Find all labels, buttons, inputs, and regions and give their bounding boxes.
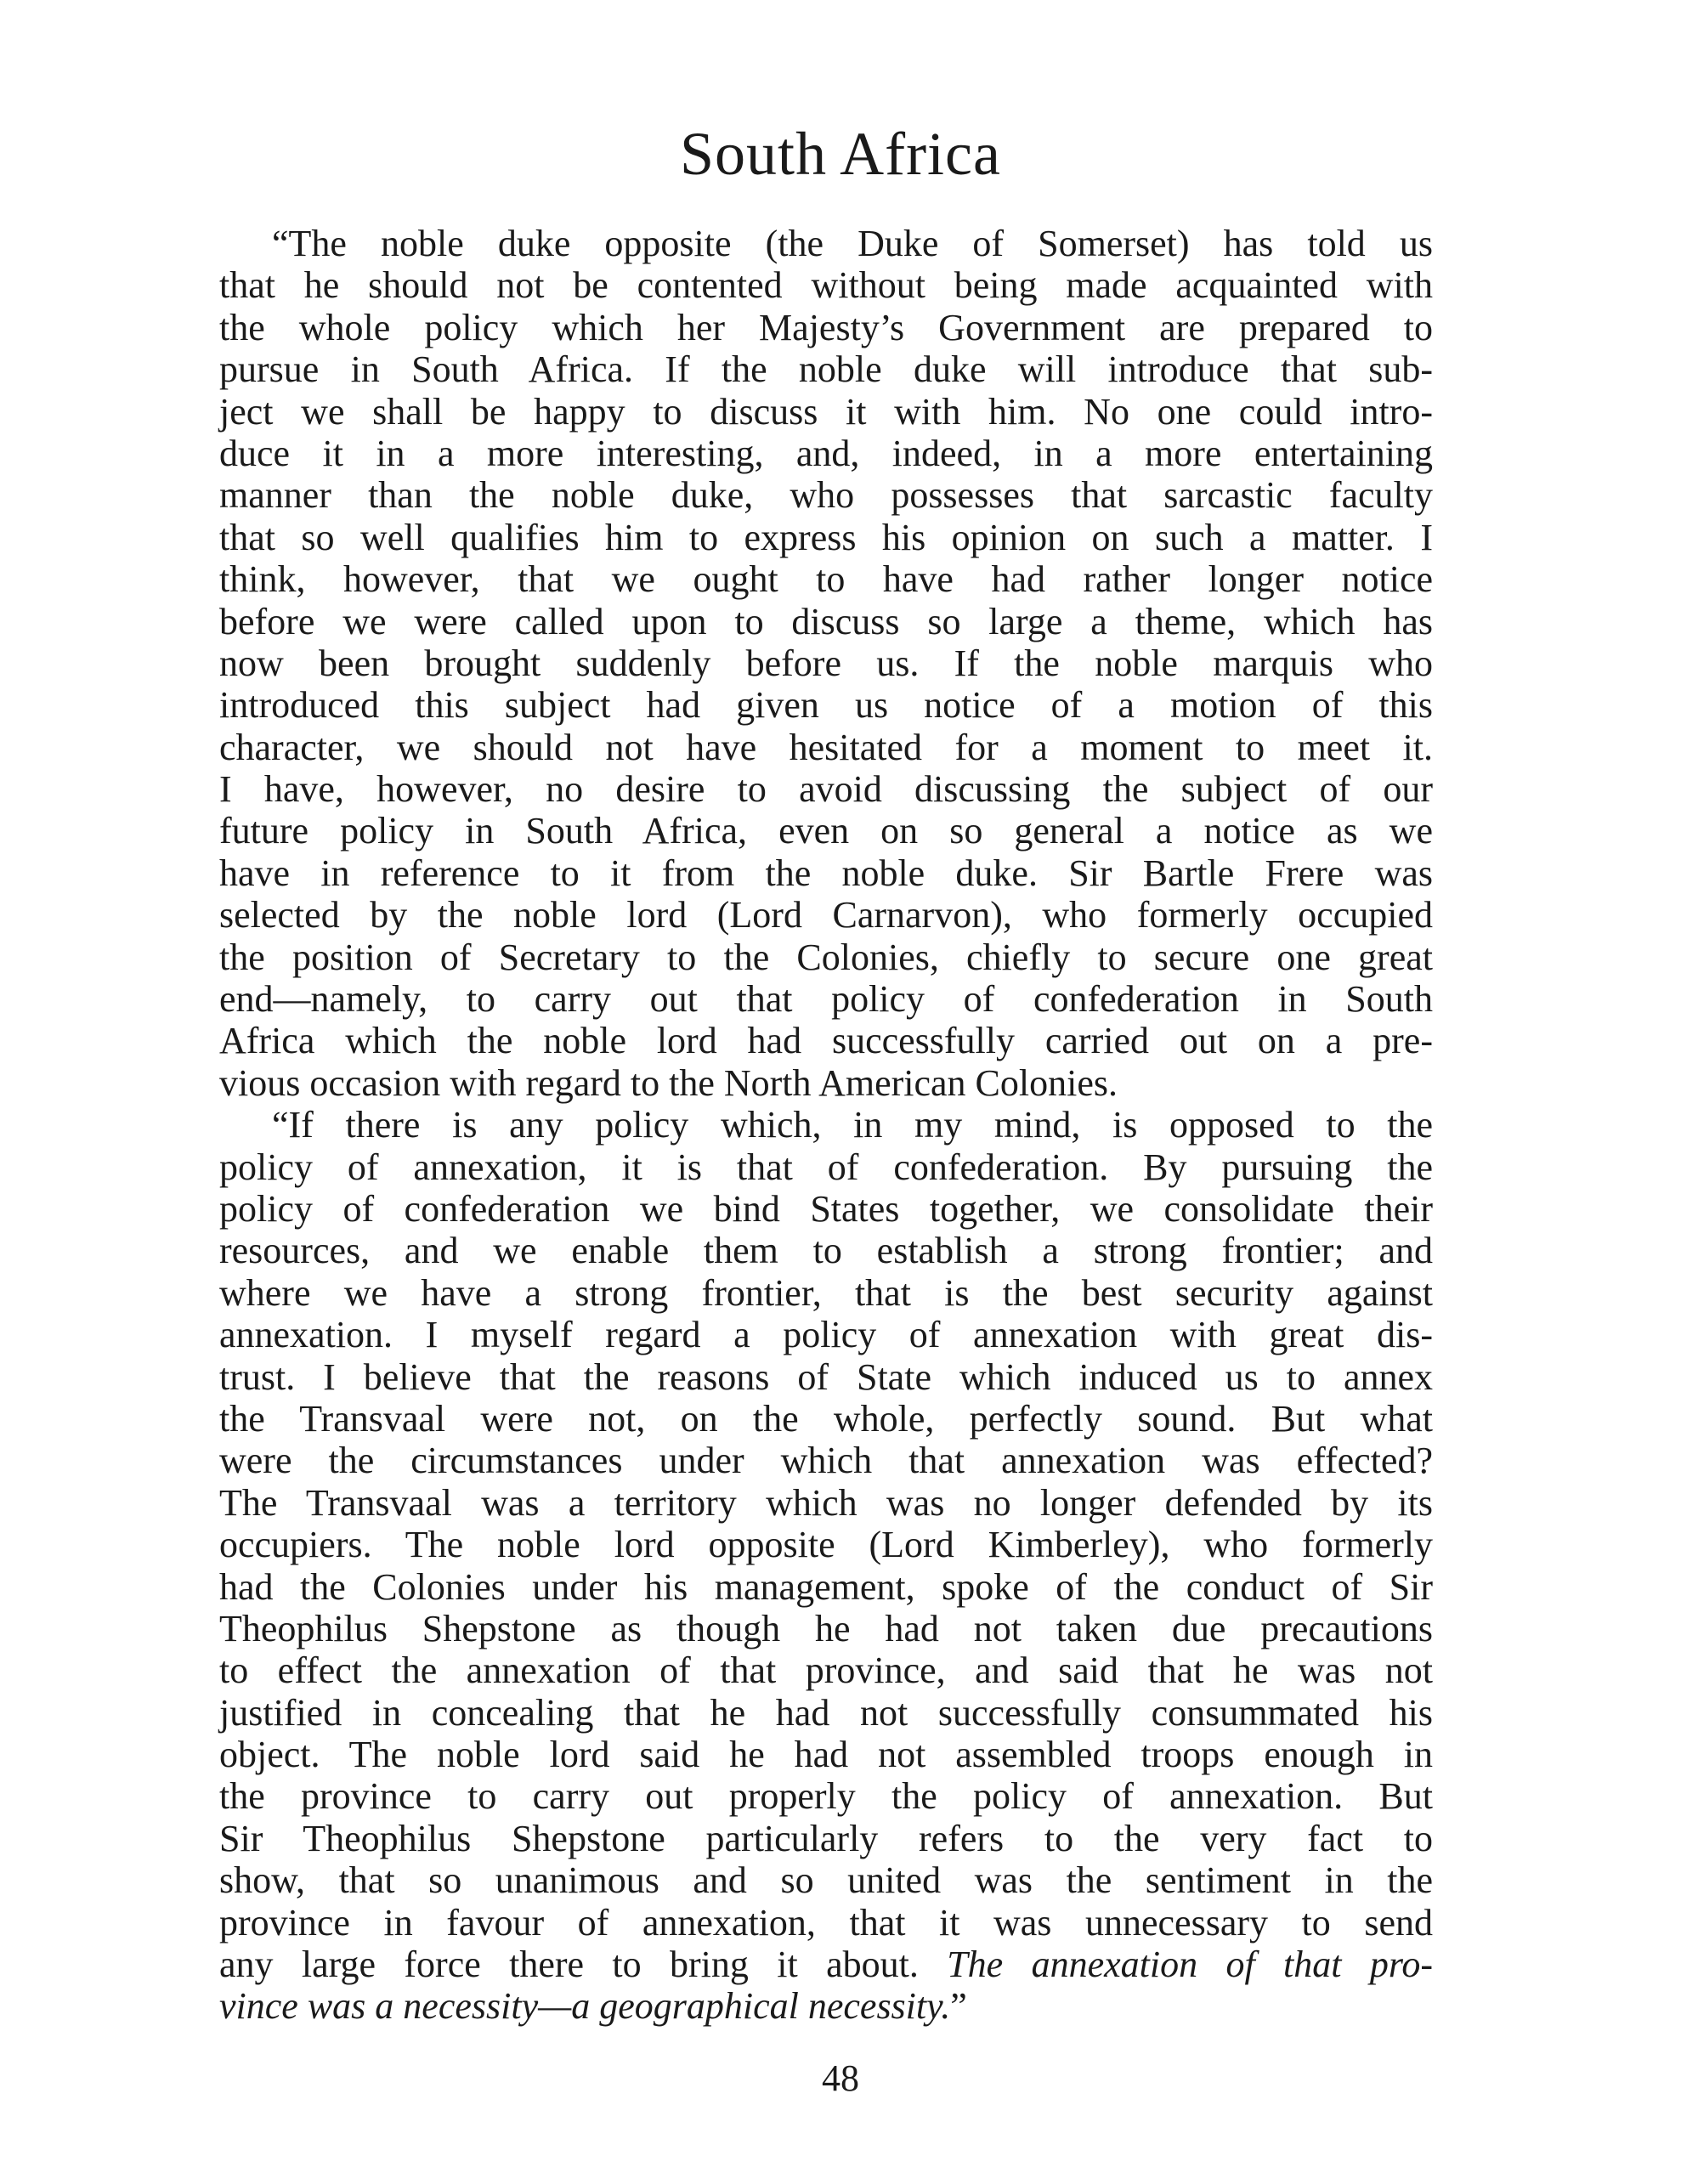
text-line: occupiers. The noble lord opposite (Lord Kimberley), who formerly bbox=[219, 1524, 1433, 1566]
text-line: the whole policy which her Majesty’s Government are prepared to bbox=[219, 306, 1433, 348]
text-line: were the circumstances under which that annexation was effected? bbox=[219, 1440, 1433, 1482]
italic-segment: vince was a necessity—a geographical necessity. bbox=[219, 1985, 951, 2028]
text-line: the province to carry out properly the policy of annexation. But bbox=[219, 1775, 1433, 1818]
text-line: future policy in South Africa, even on so general a notice as we bbox=[219, 810, 1433, 852]
paragraph-2 bbox=[219, 1104, 1433, 1944]
text-line: trust. I believe that the reasons of State which induced us to annex bbox=[219, 1355, 1433, 1398]
text-line: annexation. I myself regard a policy of annexation with great dis- bbox=[219, 1314, 1433, 1356]
text-line: policy of confederation we bind States together, we consolidate their bbox=[219, 1187, 1433, 1230]
text-line: character, we should not have hesitated for a moment to meet it. bbox=[219, 726, 1433, 768]
text-line: the Transvaal were not, on the whole, perfectly sound. But what bbox=[219, 1397, 1433, 1440]
text-line: pursue in South Africa. If the noble duke will introduce that sub- bbox=[219, 348, 1433, 391]
text-line: resources, and we enable them to establish a strong frontier; and bbox=[219, 1230, 1433, 1272]
text-line: show, that so unanimous and so united was the sentiment in the bbox=[219, 1859, 1433, 1902]
text-line: had the Colonies under his management, spoke of the conduct of Sir bbox=[219, 1565, 1433, 1608]
text-line: now been brought suddenly before us. If the noble marquis who bbox=[219, 642, 1433, 684]
text-line: before we were called upon to discuss so large a theme, which has bbox=[219, 600, 1433, 642]
text-line bbox=[219, 1985, 1433, 2027]
text-line: end—namely, to carry out that policy of confederation in South bbox=[219, 978, 1433, 1021]
text-line: the position of Secretary to the Colonies, chiefly to secure one great bbox=[219, 936, 1433, 978]
text-line: to effect the annexation of that province, and said that he was not bbox=[219, 1649, 1433, 1692]
page-title: South Africa bbox=[680, 120, 1001, 188]
text-line: Sir Theophilus Shepstone particularly refers to the very fact to bbox=[219, 1817, 1433, 1859]
text-line: have in reference to it from the noble duke. Sir Bartle Frere was bbox=[219, 852, 1433, 894]
body-text bbox=[219, 223, 1433, 2028]
text-line: policy of annexation, it is that of confederation. By pursuing the bbox=[219, 1146, 1433, 1188]
text-line: introduced this subject had given us notice of a motion of this bbox=[219, 684, 1433, 727]
text-line: that he should not be contented without being made acquainted with bbox=[219, 264, 1433, 307]
text-line: vious occasion with regard to the North American Colonies. bbox=[219, 1061, 1118, 1104]
text-line: Africa which the noble lord had successfully carried out on a pre- bbox=[219, 1020, 1433, 1062]
text-line: that so well qualifies him to express his opinion on such a matter. I bbox=[219, 516, 1433, 558]
text-segment: ” bbox=[950, 1985, 967, 2028]
paragraph-1 bbox=[219, 223, 1433, 1104]
text-line: The Transvaal was a territory which was no longer defended by its bbox=[219, 1481, 1433, 1524]
text-line: manner than the noble duke, who possesses that sarcastic faculty bbox=[219, 474, 1433, 517]
text-line: justified in concealing that he had not successfully consummated his bbox=[219, 1691, 1433, 1734]
text-line: object. The noble lord said he had not assembled troops enough in bbox=[219, 1734, 1433, 1776]
text-line: “If there is any policy which, in my mind, is opposed to the bbox=[272, 1104, 1433, 1146]
text-line: ject we shall be happy to discuss it with him. No one could intro- bbox=[219, 390, 1433, 433]
text-line: think, however, that we ought to have had rather longer notice bbox=[219, 558, 1433, 601]
text-line: selected by the noble lord (Lord Carnarvon), who formerly occupied bbox=[219, 894, 1433, 936]
text-line: Theophilus Shepstone as though he had not taken due precautions bbox=[219, 1607, 1433, 1649]
text-line: province in favour of annexation, that it was unnecessary to send bbox=[219, 1901, 1433, 1944]
text-line: “The noble duke opposite (the Duke of Somerset) has told us bbox=[272, 223, 1433, 264]
text-line: where we have a strong frontier, that is the best security against bbox=[219, 1271, 1433, 1314]
italic-segment: The annexation of that pro- bbox=[947, 1944, 1433, 1986]
text-segment: any large force there to bring it about. bbox=[219, 1944, 948, 1986]
text-line: duce it in a more interesting, and, indeed, in a more entertaining bbox=[219, 432, 1433, 474]
text-line: I have, however, no desire to avoid discussing the subject of our bbox=[219, 768, 1433, 811]
text-line bbox=[219, 1944, 1433, 1985]
page-number: 48 bbox=[822, 2057, 859, 2099]
